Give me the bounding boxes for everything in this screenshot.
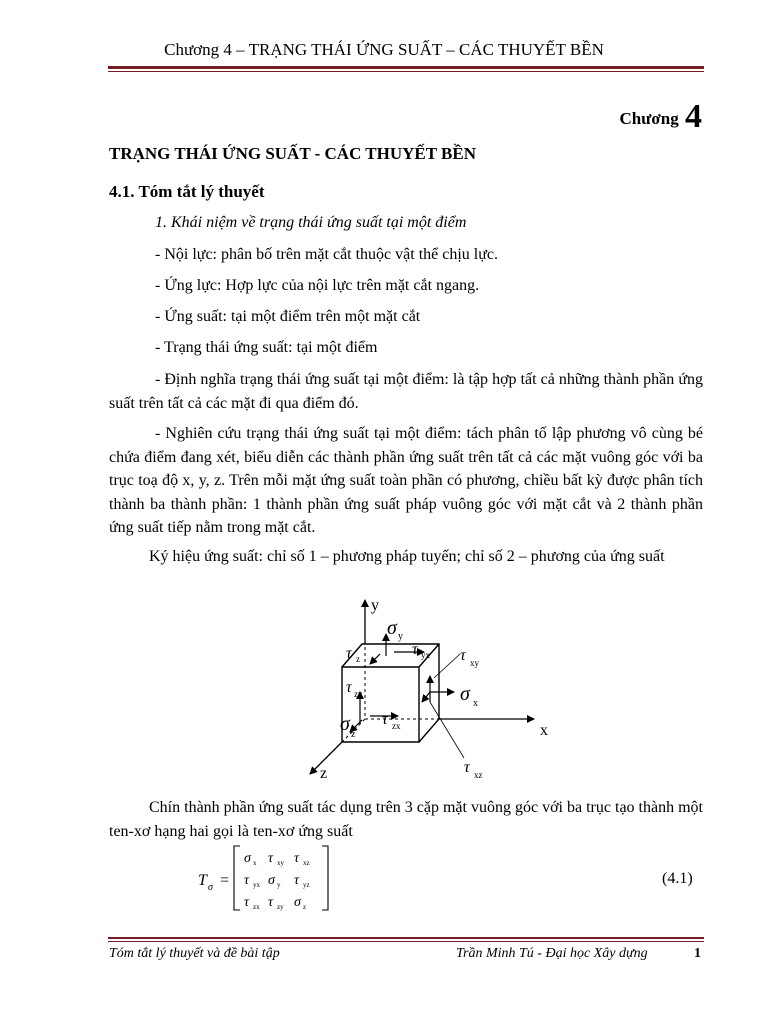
section-heading: 4.1. Tóm tắt lý thuyết: [109, 182, 265, 201]
header-rule: [108, 66, 704, 69]
footer-rule-thin: [108, 941, 704, 942]
matrix-entry-symbol: τ: [244, 873, 250, 888]
tau-yz-index: z: [356, 654, 360, 664]
bullet-line: - Nội lực: phân bố trên mặt cắt thuộc vật thể chịu lực.: [155, 246, 499, 263]
running-header: Chương 4 – TRẠNG THÁI ỨNG SUẤT – CÁC THUYẾT BỀN: [164, 40, 604, 59]
matrix-entry-symbol: τ: [268, 851, 274, 866]
tau-yz-arrow: [370, 654, 380, 664]
matrix-entry-symbol: σ: [268, 873, 275, 888]
bullet-line: - Trạng thái ứng suất: tại một điểm: [155, 339, 378, 356]
tau-yz-symbol: τ: [346, 645, 352, 662]
matrix-entry-index: xy: [277, 859, 284, 867]
tau-yx-symbol: τ: [412, 641, 418, 658]
sigma-x-index: x: [473, 698, 478, 709]
tau-yx-index: yx: [421, 650, 430, 660]
sigma-y-index: y: [398, 631, 403, 642]
matrix-entry-index: z: [303, 903, 307, 911]
bullet-line: - Ứng lực: Hợp lực của nội lực trên mặt cắt ngang.: [155, 277, 480, 294]
stress-tensor-formula: [196, 842, 346, 914]
paragraph-text: Ký hiệu ứng suất: chỉ số 1 – phương pháp tuyến; chỉ số 2 – phương của ứng suất: [149, 548, 665, 565]
matrix-entry-index: zx: [253, 903, 260, 911]
matrix-entry-symbol: τ: [268, 895, 274, 910]
header-rule-thin: [108, 71, 704, 72]
tau-xz-leader: [430, 702, 464, 758]
tau-zy-symbol: τ: [346, 679, 352, 696]
paragraph-text: Chín thành phần ứng suất tác dụng trên 3 cặp mặt vuông góc với ba trục tạo thành một ten-xơ hạng hai gọi là ten-xơ ứng suất: [109, 799, 703, 840]
matrix-entry-index: yx: [253, 881, 260, 889]
page-number: 1: [694, 946, 701, 961]
axis-x-label: x: [540, 722, 548, 739]
tau-zx-index: zx: [392, 721, 401, 731]
equals-sign: =: [220, 872, 230, 889]
paragraph-notation: [109, 545, 703, 569]
axis-z-label: z: [320, 765, 328, 782]
footer-author: Trần Minh Tú - Đại học Xây dựng: [456, 946, 648, 961]
footer-rule: [108, 937, 704, 939]
matrix-entry-index: x: [253, 859, 257, 867]
chapter-number: 4: [685, 98, 702, 135]
tau-zx-symbol: τ: [382, 711, 388, 728]
paragraph-text: - Định nghĩa trạng thái ứng suất tại một điểm: là tập hợp tất cả những thành phần ứng suất trên tất cả các mặt đi qua điểm đó.: [109, 371, 703, 412]
subsection-heading: 1. Khái niệm về trạng thái ứng suất tại một điểm: [155, 214, 467, 231]
matrix-entry-symbol: σ: [244, 851, 251, 866]
sigma-z-index: z: [351, 729, 356, 740]
paragraph-tensor: [109, 796, 703, 843]
paragraph-definition: [109, 368, 703, 415]
axis-y-label: y: [371, 597, 379, 614]
paragraph-study: [109, 422, 703, 540]
matrix-entry-index: zy: [277, 903, 284, 911]
tensor-symbol: T: [198, 872, 207, 889]
matrix-entry-index: y: [277, 881, 281, 889]
matrix-entry-symbol: τ: [294, 873, 300, 888]
tau-xz-index: xz: [474, 770, 483, 780]
chapter-heading: TRẠNG THÁI ỨNG SUẤT - CÁC THUYẾT BỀN: [109, 144, 476, 163]
matrix-entry-index: xz: [303, 859, 310, 867]
stress-cube-diagram: [290, 592, 570, 786]
matrix-cells: [244, 851, 310, 911]
chapter-word: Chương: [619, 109, 679, 128]
matrix-entry-index: yz: [303, 881, 310, 889]
footer-left-text: Tóm tắt lý thuyết và đề bài tập: [109, 946, 280, 961]
tau-xy-symbol: τ: [460, 647, 466, 664]
right-bracket: [322, 846, 328, 910]
sigma-y-symbol: σ: [387, 617, 397, 639]
left-bracket: [234, 846, 240, 910]
equation-number: (4.1): [662, 870, 693, 887]
matrix-entry-symbol: τ: [244, 895, 250, 910]
chapter-label: [619, 98, 702, 136]
paragraph-text: - Nghiên cứu trạng thái ứng suất tại một điểm: tách phân tố lập phương vô cùng bé chứa điểm đang xét, biểu diễn các thành phần ứng suất trên tất cả các mặt vuông góc với ba trục toạ độ x, y, z. Trên mỗi mặt ứng suất toàn phần có phương, chiều bất kỳ được phân tích thành ba thành phần: 1 thành phần ứng suất pháp vuông góc với mặt cắt và 2 thành phần ứng suất tiếp nằm trong mặt cắt.: [109, 425, 703, 536]
matrix-entry-symbol: τ: [294, 851, 300, 866]
sigma-z-symbol: σ: [340, 713, 350, 735]
tau-xy-leader: [434, 654, 460, 678]
tau-xy-index: xy: [470, 658, 479, 668]
sigma-x-symbol: σ: [460, 683, 470, 705]
matrix-entry-symbol: σ: [294, 895, 301, 910]
tau-xz-arrow: [422, 692, 430, 702]
tau-zy-index: zy: [354, 689, 363, 699]
bullet-line: - Ứng suất: tại một điểm trên một mặt cắt: [155, 308, 421, 325]
tau-xz-symbol: τ: [464, 759, 470, 776]
tensor-subscript: σ: [208, 882, 213, 893]
